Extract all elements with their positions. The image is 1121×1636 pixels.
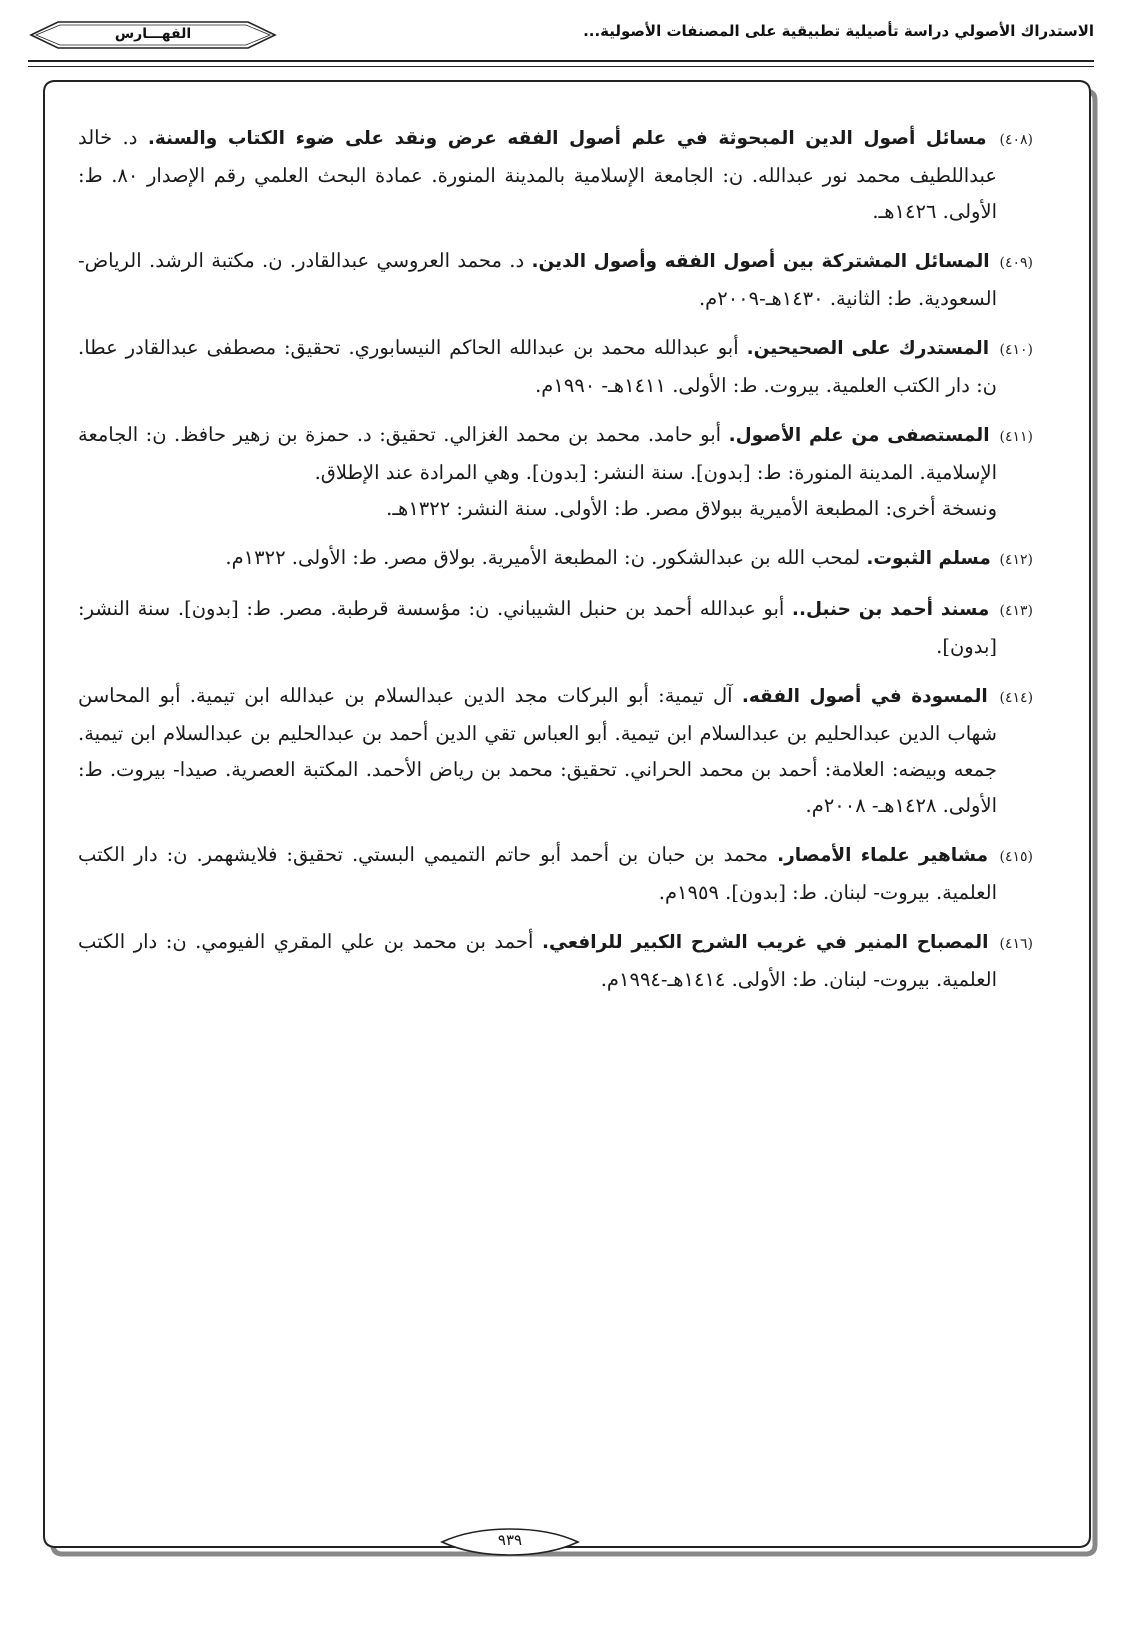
entry-text: أبو حامد. محمد بن محمد الغزالي. تحقيق: د. حمزة بن زهير حافظ. ن: الجامعة الإسلامية. المدينة المنورة: ط: [بدون]. سنة النشر: [بدون]. وهي المرادة عند الإطلاق.: [78, 423, 997, 484]
entry-title: المصباح المنير في غريب الشرح الكبير للرافعي.: [541, 932, 989, 953]
bibliography-entry: [78, 120, 1033, 230]
entry-text: د. محمد العروسي عبدالقادر. ن. مكتبة الرشد. الرياض- السعودية. ط: الثانية. ١٤٣٠هـ-٢٠٠٩م.: [78, 249, 997, 310]
bibliography-entry: [78, 330, 1033, 404]
page-number: ٩٣٩: [497, 1531, 523, 1549]
book-title: الاستدراك الأصولي دراسة تأصيلية تطبيقية على المصنفات الأصولية...: [583, 22, 1094, 40]
entry-title: مسائل أصول الدين المبحوثة في علم أصول الفقه عرض ونقد على ضوء الكتاب والسنة.: [147, 128, 987, 149]
entry-extra-note: ونسخة أخرى: المطبعة الأميرية ببولاق مصر. ط: الأولى. سنة النشر: ١٣٢٢هـ.: [386, 497, 997, 520]
entry-number: (٤١١): [999, 429, 1034, 445]
entry-text: أحمد بن محمد بن علي المقري الفيومي. ن: دار الكتب العلمية. بيروت- لبنان. ط: الأولى. ١٤١٤هـ-١٩٩٤م.: [78, 930, 997, 991]
entry-text: محمد بن حبان بن أحمد أبو حاتم التميمي البستي. تحقيق: فلايشهمر. ن: دار الكتب العلمية. بيروت- لبنان. ط: [بدون]. ١٩٥٩م.: [78, 843, 997, 904]
entry-number: (٤١٢): [999, 552, 1033, 568]
bibliography-entry: [78, 837, 1033, 911]
entry-text: آل تيمية: أبو البركات مجد الدين عبدالسلام بن عبدالله ابن تيمية. أبو المحاسن شهاب الدين عبدالحليم بن عبدالسلام ابن تيمية. أبو العباس تقي الدين أحمد بن عبدالحليم بن عبدالسلام ابن تيمية. جمعه وبيضه: العلامة: أحمد بن محمد الحراني. تحقيق: محمد بن رياض الأحمد. المكتبة العصرية. صيدا- بيروت. ط: الأولى. ١٤٢٨هـ- ٢٠٠٨م.: [78, 684, 997, 817]
bibliography-entry: [78, 417, 1033, 527]
entry-text: أبو عبدالله أحمد بن حنبل الشيباني. ن: مؤسسة قرطبة. مصر. ط: [بدون]. سنة النشر: [بدون].: [78, 597, 997, 658]
entry-title: المسودة في أصول الفقه.: [741, 686, 988, 707]
entry-number: (٤٠٨): [999, 132, 1033, 148]
bibliography-entry: [78, 678, 1033, 824]
bibliography-list: [78, 120, 1033, 1011]
entry-number: (٤١٠): [999, 342, 1034, 358]
section-label: الفهـــارس: [114, 26, 192, 42]
entry-number: (٤١٦): [999, 936, 1033, 952]
entry-title: المسائل المشتركة بين أصول الفقه وأصول الدين.: [531, 251, 990, 272]
bibliography-entry: [78, 924, 1033, 998]
entry-text: أبو عبدالله محمد بن عبدالله الحاكم النيسابوري. تحقيق: مصطفى عبدالقادر عطا. ن: دار الكتب العلمية. بيروت. ط: الأولى. ١٤١١هـ- ١٩٩٠م.: [78, 336, 997, 397]
entry-number: (٤١٣): [999, 603, 1034, 619]
entry-number: (٤١٥): [999, 849, 1033, 865]
entry-text: لمحب الله بن عبدالشكور. ن: المطبعة الأميرية. بولاق مصر. ط: الأولى. ١٣٢٢م.: [225, 546, 861, 569]
bibliography-entry: [78, 243, 1033, 317]
entry-text: د. خالد عبداللطيف محمد نور عبدالله. ن: الجامعة الإسلامية بالمدينة المنورة. عمادة البحث العلمي رقم الإصدار ٨٠. ط: الأولى. ١٤٢٦هـ.: [78, 126, 997, 223]
entry-title: المستصفى من علم الأصول.: [728, 425, 990, 446]
entry-number: (٤٠٩): [999, 255, 1033, 271]
bibliography-entry: [78, 540, 1033, 578]
bibliography-entry: [78, 591, 1033, 665]
entry-title: مشاهير علماء الأمصار.: [777, 845, 989, 866]
entry-title: المستدرك على الصحيحين.: [746, 338, 990, 359]
entry-title: مسند أحمد بن حنبل..: [791, 599, 990, 620]
entry-number: (٤١٤): [999, 690, 1034, 706]
page-number-badge: [440, 1527, 580, 1557]
entry-title: مسلم الثبوت.: [866, 548, 991, 569]
